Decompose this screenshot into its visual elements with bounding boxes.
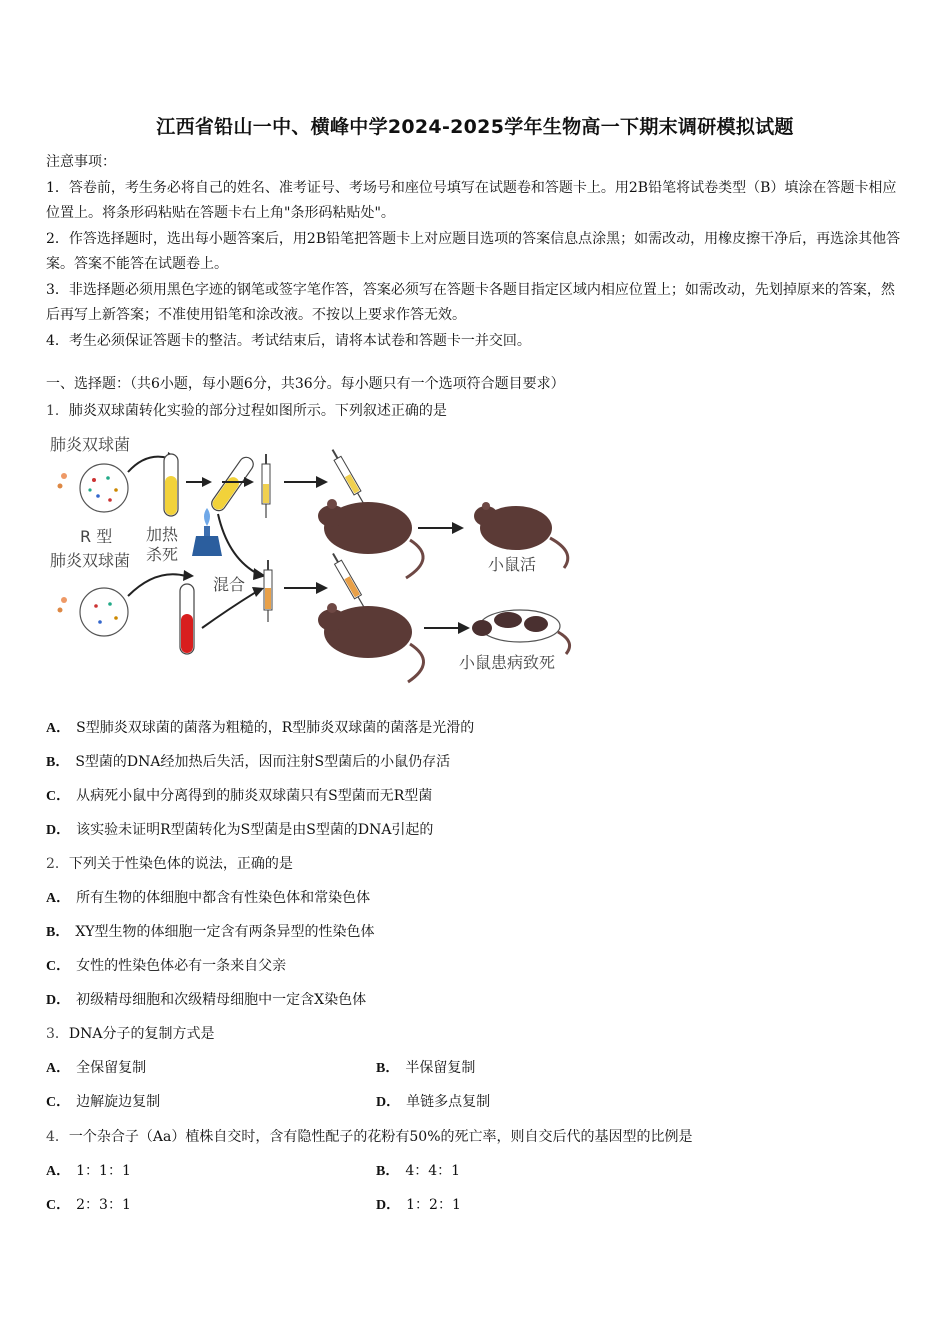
option-letter: C． xyxy=(46,959,71,974)
option-letter: B． xyxy=(46,925,70,940)
option-text: 所有生物的体细胞中都含有性染色体和常染色体 xyxy=(76,890,371,906)
arrow-head-icon xyxy=(202,477,212,487)
syringe-injection-icon xyxy=(329,448,367,506)
syringe-icon xyxy=(262,454,270,518)
notice-item: 2．作答选择题时，选出每小题答案后，用2B铅笔把答题卡上对应题目选项的答案信息点涂黑；如需改动，用橡皮擦干净后，再选涂其他答案。答案不能答在试题卷上。 xyxy=(46,230,901,272)
option-text: 全保留复制 xyxy=(76,1060,147,1076)
label-heat-2: 杀死 xyxy=(146,545,179,564)
arrow-head-icon xyxy=(244,477,254,487)
question-number: 2． xyxy=(46,856,69,872)
option-3c[interactable] xyxy=(46,1091,160,1111)
question-number: 3． xyxy=(46,1026,69,1042)
option-letter: C． xyxy=(46,789,71,804)
option-letter: B． xyxy=(376,1164,400,1179)
option-text: 边解旋边复制 xyxy=(76,1094,161,1110)
notice-item: 3．非选择题必须用黑色字迹的钢笔或签字笔作答，答案必须写在答题卡各题目指定区域内相应位置上；如需改动，先划掉原来的答案，然后再写上新答案；不准使用铅笔和涂改液。不按以上要求作答无效。 xyxy=(46,281,895,323)
option-letter: D． xyxy=(376,1095,401,1110)
arrow-icon xyxy=(218,514,258,574)
mouse-icon xyxy=(318,603,424,682)
syringe-injection-icon xyxy=(330,551,368,609)
option-text: 从病死小鼠中分离得到的肺炎双球菌只有S型菌而无R型菌 xyxy=(76,788,433,804)
arrow-icon xyxy=(128,574,186,596)
option-text: S型肺炎双球菌的菌落为粗糙的，R型肺炎双球菌的菌落是光滑的 xyxy=(76,720,475,736)
question-1-stem xyxy=(46,400,447,420)
test-tube-red-icon xyxy=(180,584,194,654)
question-text: 一个杂合子（Aa）植株自交时，含有隐性配子的花粉有50%的死亡率，则自交后代的基因型的比例是 xyxy=(68,1129,693,1145)
label-mix: 混合 xyxy=(213,575,246,594)
label-heat-1: 加热 xyxy=(146,525,179,544)
option-letter: C． xyxy=(46,1095,71,1110)
page-title: 江西省铅山一中、横峰中学2024-2025学年生物高一下期末调研模拟试题 xyxy=(156,116,794,138)
arrow-head-icon xyxy=(183,570,194,581)
option-3a[interactable] xyxy=(46,1057,146,1077)
arrow-head-icon xyxy=(316,582,328,594)
option-2b[interactable] xyxy=(46,921,375,941)
option-2a[interactable] xyxy=(46,887,370,907)
arrow-head-icon xyxy=(252,587,264,597)
mouse-dead-icon xyxy=(472,610,570,654)
option-text: S型菌的DNA经加热后失活，因而注射S型菌后的小鼠仍存活 xyxy=(75,754,451,770)
option-text: 1：2：1 xyxy=(406,1197,461,1213)
label-mouse-alive: 小鼠活 xyxy=(488,555,537,574)
option-text: 半保留复制 xyxy=(405,1060,476,1076)
label-s-bacteria: 肺炎双球菌 xyxy=(50,435,131,454)
option-letter: D． xyxy=(376,1198,401,1213)
option-4d[interactable] xyxy=(376,1194,461,1214)
label-mouse-dead: 小鼠患病致死 xyxy=(459,653,556,672)
option-letter: A． xyxy=(46,721,71,736)
option-4b[interactable] xyxy=(376,1160,460,1180)
option-letter: D． xyxy=(46,823,71,838)
question-number: 4． xyxy=(46,1129,69,1145)
option-2c[interactable] xyxy=(46,955,286,975)
option-letter: B． xyxy=(376,1061,400,1076)
option-1a[interactable] xyxy=(46,717,474,737)
arrow-head-icon xyxy=(316,476,328,488)
transformation-experiment-figure xyxy=(46,428,591,690)
label-r-bacteria: 肺炎双球菌 xyxy=(50,551,131,570)
option-3b[interactable] xyxy=(376,1057,475,1077)
notice-heading: 注意事项： xyxy=(46,154,116,170)
question-text: 下列关于性染色体的说法，正确的是 xyxy=(68,856,293,872)
notice-block xyxy=(46,150,906,354)
petri-dish-s-icon xyxy=(58,464,129,512)
option-letter: B． xyxy=(46,755,70,770)
option-text: 该实验未证明R型菌转化为S型菌是由S型菌的DNA引起的 xyxy=(76,822,434,838)
question-2-stem xyxy=(46,853,293,873)
question-text: DNA分子的复制方式是 xyxy=(68,1026,215,1042)
question-4-stem xyxy=(46,1126,693,1146)
question-text: 肺炎双球菌转化实验的部分过程如图所示。下列叙述正确的是 xyxy=(68,403,447,419)
option-text: 单链多点复制 xyxy=(406,1094,491,1110)
option-3d[interactable] xyxy=(376,1091,490,1111)
petri-dish-r-icon xyxy=(58,588,129,636)
arrow-icon xyxy=(128,457,168,472)
option-1b[interactable] xyxy=(46,751,450,771)
option-4a[interactable] xyxy=(46,1160,131,1180)
option-letter: A． xyxy=(46,1164,71,1179)
question-number: 1． xyxy=(46,403,69,419)
arrow-head-icon xyxy=(452,522,464,534)
option-4c[interactable] xyxy=(46,1194,131,1214)
option-text: 1：1：1 xyxy=(76,1163,131,1179)
experiment-diagram xyxy=(46,428,591,690)
option-1d[interactable] xyxy=(46,819,433,839)
option-letter: C． xyxy=(46,1198,71,1213)
test-tube-yellow-icon xyxy=(164,454,178,516)
label-r-type: R 型 xyxy=(80,527,113,546)
option-text: 初级精母细胞和次级精母细胞中一定含X染色体 xyxy=(76,992,367,1008)
option-letter: A． xyxy=(46,1061,71,1076)
option-text: 4：4：1 xyxy=(405,1163,461,1179)
question-3-stem xyxy=(46,1023,215,1043)
arrow-head-icon xyxy=(458,622,470,634)
option-text: 女性的性染色体必有一条来自父亲 xyxy=(76,958,287,974)
mouse-icon xyxy=(318,499,423,578)
syringe-icon xyxy=(264,560,272,622)
option-letter: A． xyxy=(46,891,71,906)
notice-item: 4．考生必须保证答题卡的整洁。考试结束后，请将本试卷和答题卡一并交回。 xyxy=(46,332,531,349)
option-text: XY型生物的体细胞一定含有两条异型的性染色体 xyxy=(75,924,375,940)
arrow-icon xyxy=(202,592,256,628)
section-heading: 一、选择题：（共6小题，每小题6分，共36分。每小题只有一个选项符合题目要求） xyxy=(46,376,565,392)
option-1c[interactable] xyxy=(46,785,432,805)
notice-item: 1．答卷前，考生务必将自己的姓名、准考证号、考场号和座位号填写在试题卷和答题卡上。用2B铅笔将试卷类型（B）填涂在答题卡相应位置上。将条形码粘贴在答题卡右上角"条形码粘贴处"。 xyxy=(46,179,897,221)
option-text: 2：3：1 xyxy=(76,1197,131,1213)
option-2d[interactable] xyxy=(46,989,366,1009)
option-letter: D． xyxy=(46,993,71,1008)
